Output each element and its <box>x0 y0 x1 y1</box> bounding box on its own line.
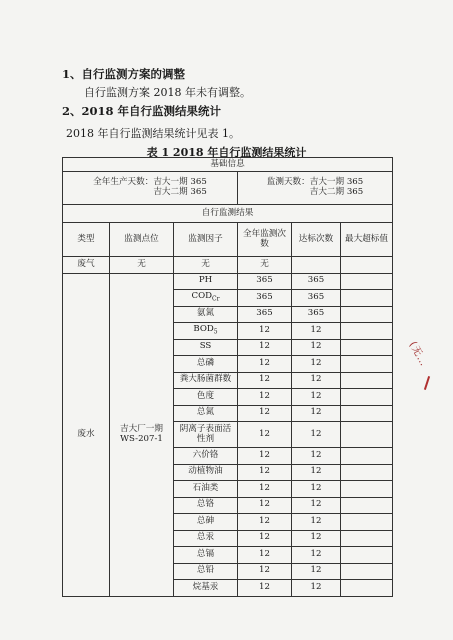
factor-name: COD <box>191 291 213 302</box>
results-header: 自行监测结果 <box>63 205 393 223</box>
count-cell: 12 <box>238 356 292 373</box>
max-cell <box>341 580 393 597</box>
max-cell <box>341 422 393 448</box>
factor-subscript: 5 <box>213 328 218 336</box>
passed-cell: 12 <box>292 389 341 406</box>
max-cell <box>341 497 393 514</box>
passed-cell: 12 <box>292 563 341 580</box>
section-1-text: 自行监测方案 2018 年未有调整。 <box>84 86 251 99</box>
type-cell: 废气 <box>63 257 110 274</box>
max-cell <box>341 405 393 422</box>
count-cell: 12 <box>238 481 292 498</box>
factor-cell <box>174 339 238 356</box>
monitoring-days-value: 吉大二期 365 <box>309 187 364 197</box>
factor-name: 烷基汞 <box>192 581 219 592</box>
count-cell: 365 <box>238 273 292 290</box>
passed-cell: 12 <box>292 481 341 498</box>
count-cell: 12 <box>238 372 292 389</box>
count-cell: 12 <box>238 563 292 580</box>
max-cell <box>341 339 393 356</box>
factor-cell <box>174 464 238 481</box>
column-header: 最大超标值 <box>341 223 393 257</box>
max-cell <box>341 547 393 564</box>
factor-cell <box>174 306 238 323</box>
production-days-value: 吉大一期 365 <box>153 177 207 188</box>
monitoring-days-label: 监测天数： <box>266 177 310 188</box>
factor-name: 氨氮 <box>196 308 215 319</box>
passed-cell: 12 <box>292 497 341 514</box>
passed-cell: 12 <box>292 372 341 389</box>
count-cell: 12 <box>238 464 292 481</box>
production-days-value: 吉大二期 365 <box>153 187 207 197</box>
factor-cell <box>174 580 238 597</box>
count-cell: 12 <box>238 580 292 597</box>
max-cell <box>341 448 393 465</box>
count-cell: 365 <box>238 290 292 307</box>
production-days-cell <box>63 172 238 205</box>
count-cell: 12 <box>238 530 292 547</box>
count-cell: 12 <box>238 547 292 564</box>
factor-cell <box>174 290 238 307</box>
factor-cell <box>174 323 238 340</box>
factor-cell <box>174 405 238 422</box>
section-2-heading: 2、2018 年自行监测结果统计 <box>62 104 222 118</box>
factor-name: 粪大肠菌群数 <box>179 374 232 385</box>
handwritten-margin-note: (无… <box>406 339 430 369</box>
factor-name: 总砷 <box>196 515 215 526</box>
factor-name: 总磷 <box>196 357 215 368</box>
count-cell: 12 <box>238 422 292 448</box>
handwritten-mark <box>424 376 430 390</box>
count-cell: 12 <box>238 497 292 514</box>
factor-cell <box>174 372 238 389</box>
max-cell <box>341 514 393 531</box>
factor-cell <box>174 448 238 465</box>
factor-cell: 无 <box>174 257 238 274</box>
factor-cell <box>174 356 238 373</box>
section-2-text: 2018 年自行监测结果统计见表 1。 <box>66 127 240 140</box>
point-cell: 无 <box>110 257 174 274</box>
factor-cell <box>174 514 238 531</box>
passed-cell: 12 <box>292 464 341 481</box>
passed-cell: 12 <box>292 405 341 422</box>
column-header: 达标次数 <box>292 223 341 257</box>
count-cell: 12 <box>238 339 292 356</box>
monitoring-results-table <box>62 157 393 597</box>
column-header: 类型 <box>63 223 110 257</box>
passed-cell: 12 <box>292 514 341 531</box>
column-header: 监测点位 <box>110 223 174 257</box>
count-cell: 12 <box>238 389 292 406</box>
max-cell <box>341 372 393 389</box>
passed-cell: 12 <box>292 530 341 547</box>
factor-name: 总铅 <box>196 565 215 576</box>
column-header: 监测因子 <box>174 223 238 257</box>
factor-cell <box>174 273 238 290</box>
factor-cell <box>174 389 238 406</box>
factor-name: SS <box>199 341 212 352</box>
passed-cell: 12 <box>292 356 341 373</box>
factor-cell <box>174 497 238 514</box>
factor-subscript: Cr <box>212 295 220 303</box>
max-cell <box>341 323 393 340</box>
factor-cell <box>174 563 238 580</box>
factor-name: 总氮 <box>196 407 215 418</box>
max-cell <box>341 273 393 290</box>
max-cell <box>341 290 393 307</box>
factor-cell <box>174 422 238 448</box>
factor-name: BOD <box>193 324 214 335</box>
basic-info-header: 基础信息 <box>63 158 393 172</box>
passed-cell: 12 <box>292 422 341 448</box>
passed-cell: 12 <box>292 339 341 356</box>
max-cell <box>341 306 393 323</box>
count-cell: 无 <box>238 257 292 274</box>
passed-cell: 12 <box>292 448 341 465</box>
factor-name: 总铬 <box>196 499 215 510</box>
factor-name: 石油类 <box>192 482 219 493</box>
factor-cell <box>174 530 238 547</box>
passed-cell: 365 <box>292 273 341 290</box>
count-cell: 365 <box>238 306 292 323</box>
count-cell: 12 <box>238 448 292 465</box>
production-days-label: 全年生产天数： <box>93 177 154 188</box>
factor-name: 总镉 <box>196 548 215 559</box>
max-cell <box>341 356 393 373</box>
monitoring-days-value: 吉大一期 365 <box>309 177 364 188</box>
passed-cell: 12 <box>292 547 341 564</box>
factor-name: 色度 <box>196 390 215 401</box>
max-cell <box>341 563 393 580</box>
factor-name: 总汞 <box>196 532 215 543</box>
point-cell: 吉大厂一期 WS-207-1 <box>110 273 174 596</box>
max-cell <box>341 464 393 481</box>
factor-cell <box>174 547 238 564</box>
column-header: 全年监测次数 <box>238 223 292 257</box>
max-cell <box>341 389 393 406</box>
factor-name: 动植物油 <box>188 466 223 477</box>
max-cell <box>341 530 393 547</box>
factor-cell <box>174 481 238 498</box>
table-caption: 表 1 2018 年自行监测结果统计 <box>146 146 307 159</box>
passed-cell: 365 <box>292 306 341 323</box>
section-1-heading: 1、自行监测方案的调整 <box>62 67 186 81</box>
max-cell <box>341 257 393 274</box>
factor-name: 六价铬 <box>192 449 219 460</box>
factor-name: 阴离子表面活性剂 <box>179 423 232 444</box>
count-cell: 12 <box>238 514 292 531</box>
count-cell: 12 <box>238 405 292 422</box>
passed-cell <box>292 257 341 274</box>
count-cell: 12 <box>238 323 292 340</box>
factor-name: PH <box>198 275 213 286</box>
table-row <box>63 273 393 290</box>
passed-cell: 12 <box>292 323 341 340</box>
type-cell: 废水 <box>63 273 110 596</box>
max-cell <box>341 481 393 498</box>
monitoring-days-cell <box>238 172 393 205</box>
passed-cell: 12 <box>292 580 341 597</box>
passed-cell: 365 <box>292 290 341 307</box>
